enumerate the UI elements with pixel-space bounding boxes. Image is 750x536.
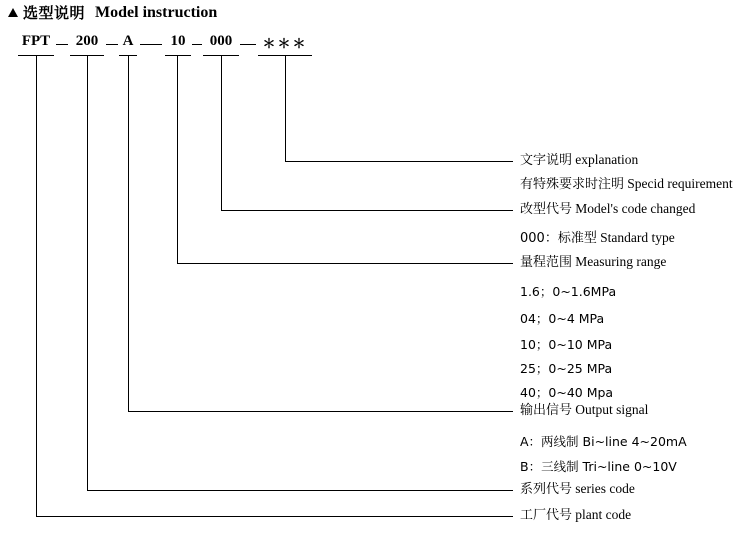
callout-label-cn: 系列代号	[520, 482, 573, 497]
callout-label-cn: 04；0~4 MPa	[520, 311, 605, 326]
model-code-dash	[240, 44, 256, 45]
callout-special-requirement	[520, 176, 733, 192]
callout-measuring-range	[520, 254, 666, 270]
callout-plant-code	[520, 507, 631, 523]
model-code-dash	[56, 44, 68, 45]
callout-label-en: Standard type	[600, 230, 675, 245]
model-code-segment: A	[122, 33, 134, 49]
model-code-segment: 200	[75, 33, 99, 49]
callout-label-en: Output signal	[575, 402, 649, 417]
leader-horizontal	[221, 210, 513, 211]
callout-label-en: explanation	[575, 152, 639, 167]
leader-vertical	[285, 55, 286, 161]
model-code-segment: ＊＊＊	[262, 36, 308, 51]
callout-model-code-changed	[520, 201, 695, 217]
callout-label-cn: 文字说明	[520, 153, 573, 168]
callout-label-cn: 工厂代号	[520, 508, 573, 523]
callout-range-04	[520, 309, 604, 327]
leader-vertical	[87, 55, 88, 490]
callout-output-signal	[520, 402, 648, 418]
callout-label-cn: 000：标准型	[520, 231, 597, 246]
model-code-underline	[165, 55, 191, 56]
page-title	[8, 2, 217, 23]
callout-standard-type	[520, 230, 675, 246]
page-title-cn: 选型说明	[23, 4, 86, 22]
model-code-segment: 000	[209, 33, 233, 49]
triangle-marker-icon	[8, 8, 18, 17]
callout-label-cn: B：三线制 Tri~line 0~10V	[520, 459, 677, 474]
leader-horizontal	[128, 411, 513, 412]
leader-vertical	[36, 55, 37, 516]
model-code-dash	[106, 44, 118, 45]
callout-signal-b	[520, 457, 677, 475]
callout-series-code	[520, 481, 635, 497]
callout-label-cn: A：两线制 Bi~line 4~20mA	[520, 434, 687, 449]
leader-vertical	[177, 55, 178, 263]
leader-horizontal	[87, 490, 513, 491]
callout-label-en: Measuring range	[575, 254, 667, 269]
model-code-segment: FPT	[21, 33, 51, 49]
callout-label-en: Model's code changed	[575, 201, 696, 216]
callout-label-cn: 10；0~10 MPa	[520, 337, 613, 352]
page-title-en: Model instruction	[95, 3, 218, 21]
callout-label-en: plant code	[575, 507, 632, 522]
leader-vertical	[128, 55, 129, 411]
callout-range-25	[520, 359, 612, 377]
callout-label-cn: 1.6；0~1.6MPa	[520, 284, 617, 299]
model-code-dash	[192, 44, 202, 45]
callout-range-1-6	[520, 282, 616, 300]
model-code-segment: 10	[170, 33, 186, 49]
callout-label-cn: 改型代号	[520, 202, 573, 217]
callout-label-cn: 输出信号	[520, 403, 573, 418]
callout-label-cn: 有特殊要求时注明	[520, 177, 625, 192]
callout-explanation	[520, 152, 638, 168]
leader-vertical	[221, 55, 222, 210]
leader-horizontal	[36, 516, 513, 517]
callout-label-cn: 40；0~40 Mpa	[520, 385, 614, 400]
leader-horizontal	[285, 161, 513, 162]
callout-label-cn: 25；0~25 MPa	[520, 361, 613, 376]
leader-horizontal	[177, 263, 513, 264]
callout-signal-a	[520, 432, 687, 450]
callout-label-en: Specid requirement	[627, 176, 733, 191]
callout-label-en: series code	[575, 481, 635, 496]
callout-range-10	[520, 335, 612, 353]
model-code-dash	[140, 44, 162, 45]
callout-label-cn: 量程范围	[520, 255, 573, 270]
callout-range-40	[520, 383, 613, 401]
